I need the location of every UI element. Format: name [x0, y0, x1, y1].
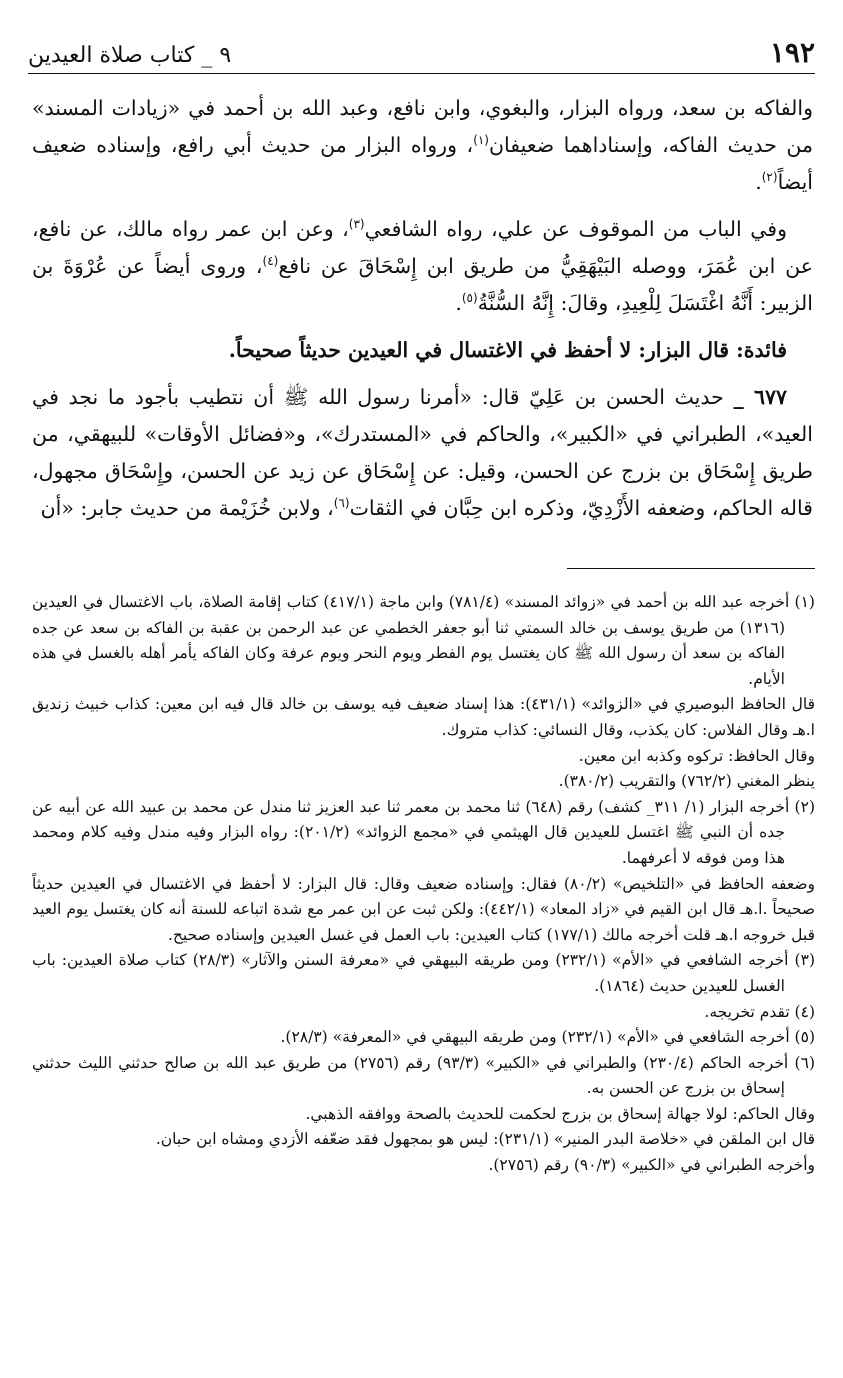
footnotes — [32, 590, 815, 1179]
footnote-continuation: وقال الحاكم: لولا جهالة إسحاق بن بزرج لحكمت للحديث بالصحة ووافقه الذهبي. — [305, 1104, 815, 1123]
paragraph: والفاكه بن سعد، ورواه البزار، والبغوي، وابن نافع، وعبد الله بن أحمد في «زيادات المسند» من حديث الفاكه، وإسناداهما ضعيفان$^{(١)}$، ورواه البزار من حديث أبي رافع، وإسناده ضعيف أيضاً$^{(٢)}$. — [32, 96, 813, 194]
footnote-separator — [567, 568, 815, 569]
page-number: ١٩٢ — [769, 36, 815, 69]
footnote-ref: (٣) — [348, 217, 365, 232]
footnote-ref: (٦) — [333, 496, 350, 511]
footnote-continuation: ينظر المغني (٧٦٢/٢) والتقريب (٣٨٠/٢). — [558, 772, 815, 791]
footnote-ref: (٤) — [262, 254, 279, 269]
footnote: (٢) أخرجه البزار (١/ ٣١١_ كشف) رقم (٦٤٨) ثنا محمد بن معمر ثنا عبد العزيز ثنا مندل عن محمد بن عبيد الله عن أبيه عن جده أن النبي ﷺ اغتسل للعيدين قال الهيثمي في «مجمع الزوائد» (٢٠١/٢): رواه البزار وفيه مندل وفيه كلام ومحمد هذا ومن فوقه لا أعرفهما. — [32, 797, 815, 867]
footnote: (٣) أخرجه الشافعي في «الأم» (٢٣٢/١) ومن طريقه البيهقي في «معرفة السنن والآثار» (٢٨/٣) كتاب صلاة العيدين: باب الغسل للعيدين حديث (١٨٦٤). — [32, 951, 815, 995]
running-title: ٩ _ كتاب صلاة العيدين — [28, 43, 232, 68]
footnote: (٦) أخرجه الحاكم (٢٣٠/٤) والطبراني في «الكبير» (٩٣/٣) رقم (٢٧٥٦) من طريق عبد الله بن صالح حدثني الليث حدثني إسحاق بن بزرج عن الحسن به. — [32, 1053, 815, 1098]
footnote: (٥) أخرجه الشافعي في «الأم» (٢٣٢/١) ومن طريقه البيهقي في «المعرفة» (٢٨/٣). — [280, 1028, 815, 1047]
page-header — [28, 30, 815, 74]
footnote-continuation: وضعفه الحافظ في «التلخيص» (٨٠/٢) فقال: وإسناده ضعيف وقال: قال البزار: لا أحفظ في الاغتسال في العيدين حديثاً صحيحاً .ا.هـ قال ابن القيم في «زاد المعاد» (٤٤٢/١): ولكن ثبت عن ابن عمر مع شدة اتباعه للسنة أنه كان يغتسل يوم العيد قبل خروجه ا.هـ قلت أخرجه مالك (١٧٧/١) كتاب العيدين: باب العمل في غسل العيدين وإسناده صحيح. — [32, 874, 816, 944]
footnote-ref: (٥) — [461, 291, 478, 306]
footnote: (٤) تقدم تخريجه. — [704, 1002, 815, 1021]
footnote-continuation: قال الحافظ البوصيري في «الزوائد» (٤٣١/١): هذا إسناد ضعيف فيه يوسف بن خالد قال فيه ابن معين: كذاب خبيث زنديق ا.هـ وقال الفلاس: كان يكذب، وقال النسائي: كذاب متروك. — [32, 695, 816, 739]
paragraph: وفي الباب من الموقوف عن علي، رواه الشافعي$^{(٣)}$، وعن ابن عمر رواه مالك، عن نافع، عن ابن عُمَرَ، ووصله البَيْهَقِيُّ من طريق ابن إِسْحَاقَ عن نافع$^{(٤)}$، وروى أيضاً عن عُرْوَةَ بن الزبير: أَنَّهُ اغْتَسَلَ لِلْعِيدِ، وقالَ: إِنَّهُ السُّنَّةُ$^{(٥)}$. — [32, 217, 814, 315]
footnote-ref: (٢) — [761, 170, 778, 185]
benefit-label: فائدة: — [736, 338, 787, 362]
footnote-continuation: وأخرجه الطبراني في «الكبير» (٩٠/٣) رقم (٢٧٥٦). — [488, 1156, 815, 1175]
hadith-number: ٦٧٧ _ — [733, 385, 787, 409]
hadith-paragraph: ٦٧٧ _ حديث الحسن بن عَلِيّ قال: «أمرنا رسول الله ﷺ أن نتطيب بأجود ما نجد في العيد»، الطبراني في «الكبير»، والحاكم في «المستدرك»، و«فضائل الأوقات» للبيهقي، من طريق إِسْحَاق بن بزرج عن الحسن، وقيل: عن إِسْحَاق عن زيد عن الحسن، وإِسْحَاق مجهول، قاله الحاكم، وضعفه الأَزْدِيّ، وذكره ابن حِبَّان في الثقات$^{(٦)}$، ولابن خُزَيْمة من حديث جابر: «أن — [32, 385, 813, 520]
footnote-continuation: قال ابن الملقن في «خلاصة البدر المنير» (٢٣١/١): ليس هو بمجهول فقد ضعّفه الأزدي ومشاه ابن حبان. — [155, 1130, 815, 1149]
footnote: (١) أخرجه عبد الله بن أحمد في «زوائد المسند» (٧٨١/٤) وابن ماجة (٤١٧/١) كتاب إقامة الصلاة، باب الاغتسال في العيدين (١٣١٦) من طريق يوسف بن خالد السمتي ثنا أبو جعفر الخطمي عن عبد الرحمن بن عقبة بن الفاكه بن سعد عن جده الفاكه بن سعد أن رسول الله ﷺ كان يغتسل يوم الفطر ويوم النحر ويوم عرفة وكان الفاكه يأمر أهله بالغسل في هذه الأيام. — [32, 593, 815, 688]
benefit-note: فائدة: قال البزار: لا أحفظ في الاغتسال في العيدين حديثاً صحيحاً. — [228, 338, 787, 362]
footnote-ref: (١) — [473, 133, 489, 148]
main-text — [32, 90, 813, 537]
footnote-continuation: وقال الحافظ: تركوه وكذبه ابن معين. — [578, 746, 815, 765]
